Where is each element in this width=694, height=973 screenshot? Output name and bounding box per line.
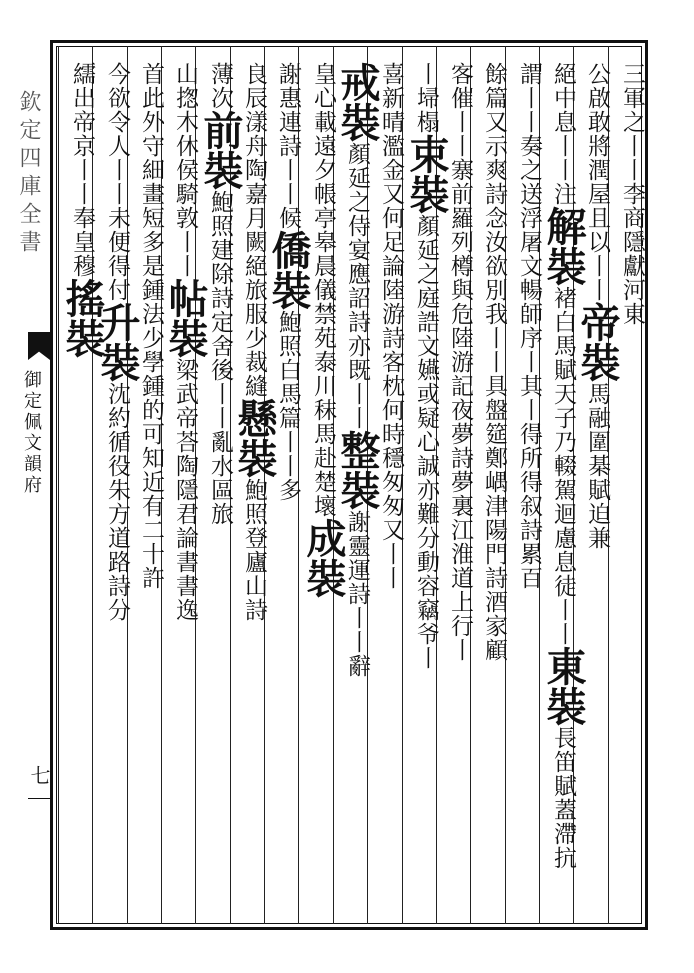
entry-text: 三軍之丨丨李商隱獻河東 (619, 62, 645, 326)
entry-text: 絕中息丨丨注 (550, 62, 576, 206)
entry-heading: 帝裝 (574, 302, 621, 382)
entry-text: 馬融圍棊賦迫兼 (584, 382, 610, 550)
entry-heading: 整裝 (334, 430, 381, 510)
entry-text: 丨埽榻 (413, 62, 439, 134)
entry-heading: 搖裝 (59, 278, 106, 358)
entry-heading: 解裝 (540, 206, 587, 286)
fish-tail-mark-icon (28, 332, 50, 360)
entry-heading: 帖裝 (162, 278, 209, 358)
entry-heading: 僑裝 (265, 230, 312, 310)
entry-text: 首此外守細畫短多是鍾法 (138, 62, 164, 326)
entry-text: 謝靈運詩丨丨辭 (344, 510, 370, 678)
entry-heading: 成裝 (300, 518, 347, 598)
entry-text: 皇心載遠夕帳亭皋晨儀禁苑 (310, 62, 336, 350)
entry-heading: 束裝 (403, 134, 450, 214)
entry-text: 顏延之侍宴應詔詩亦既丨丨 (344, 142, 370, 430)
entry-heading: 前裝 (197, 110, 244, 190)
entry-text: 餘篇又示爽詩念汝欲別我丨丨具盤筵鄭嵎津陽門詩酒家顧 (481, 62, 507, 662)
entry-heading: 東裝 (540, 646, 587, 726)
entry-text: 鮑照白馬篇丨丨多 (275, 310, 301, 502)
entry-text: 謂丨丨奏之 (516, 62, 542, 182)
entry-text: 梁武帝荅陶隱君論書書逸 (172, 358, 198, 622)
entry-text: 少學鍾的可知近有二十許 (138, 326, 164, 590)
entry-text: 沈約循役朱方道路詩分 (104, 382, 130, 622)
entry-text: 泰川秣馬赴楚壞 (310, 350, 336, 518)
entry-heading: 戒裝 (334, 62, 381, 142)
entry-text: 山揔 (172, 62, 198, 110)
entry-text: 濫金又何足論陸游詩客枕何時穩匆匆又丨丨 (378, 134, 404, 590)
entry-text: 褚白馬賦天子乃輟駕迴慮息徒丨丨 (550, 286, 576, 646)
entry-text: 丨丨亂水區旅 (207, 382, 233, 526)
entry-text: 謝惠連詩丨丨候 (275, 62, 301, 230)
entry-text: 送浮屠文暢師序丨其丨得所得叙詩累百 (516, 182, 542, 590)
entry-text: 木休侯騎敦丨丨 (172, 110, 198, 278)
entry-heading: 懸裝 (231, 398, 278, 478)
margin-divider (28, 798, 52, 799)
entry-text: 鮑照建除詩定舍後 (207, 190, 233, 382)
entry-text: 闕絕旅服少裁縫 (241, 230, 267, 398)
entry-text: 公啟敢將潤屋且以丨丨 (584, 62, 610, 302)
page-margin (0, 40, 50, 930)
text-column (53, 62, 106, 917)
entry-text: 繻出帝京丨丨奉皇穆 (69, 62, 95, 278)
entry-heading: 升裝 (94, 302, 141, 382)
entry-text: 長笛賦蓋滯抗 (550, 726, 576, 870)
entry-text: 今欲令人丨丨未便得付 (104, 62, 130, 302)
margin-book-title: 御定佩文韻府 (21, 370, 42, 496)
entry-text: 良辰漾舟陶嘉月 (241, 62, 267, 230)
margin-top-text: 欽定四庫全書 (16, 90, 41, 258)
entry-text: 鮑照登廬山詩 (241, 478, 267, 622)
entry-text: 客催丨丨寨前羅列樽與危陸游記夜夢詩夢裏江淮道上行丨 (447, 62, 473, 662)
entry-text: 喜新晴 (378, 62, 404, 134)
entry-text: 顏延之庭誥文嬿或疑心誠亦難分動容竊爷丨 (413, 214, 439, 670)
margin-page-number: 七 (27, 765, 51, 785)
entry-text: 薄次 (207, 62, 233, 110)
